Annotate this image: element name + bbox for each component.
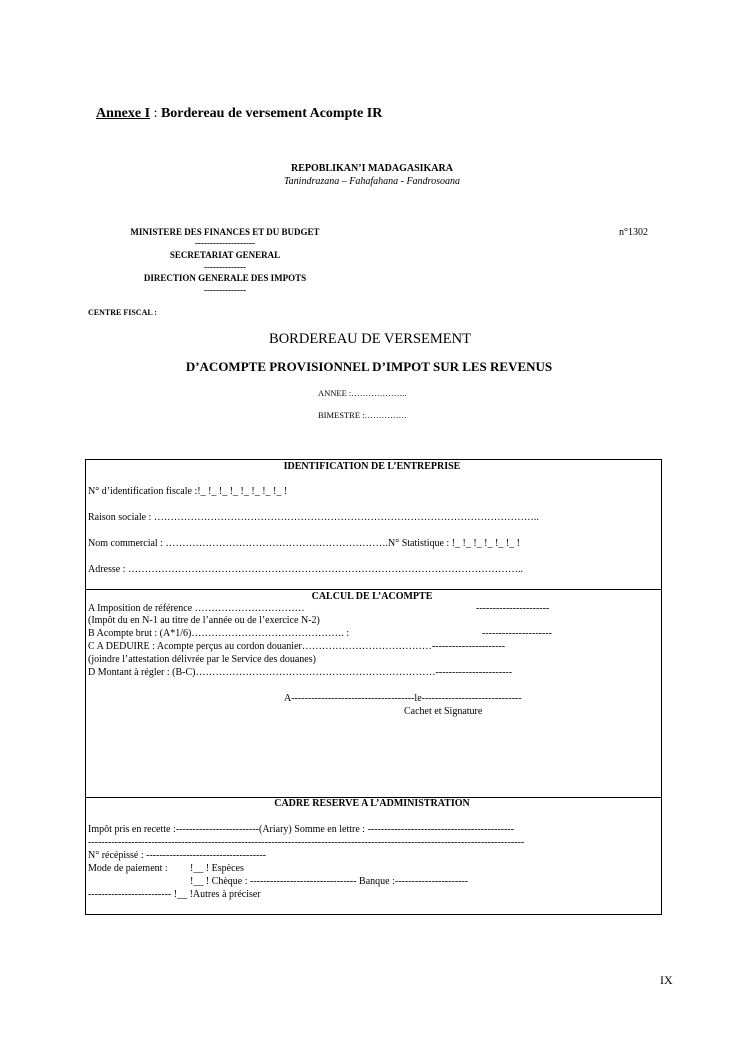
annee-field: ANNEE :………………..	[318, 388, 407, 398]
calcul-header: CALCUL DE L’ACOMPTE	[311, 591, 433, 602]
section-divider-1	[85, 589, 662, 590]
payment-cheque: !__ ! Chèque : -------------------------------- Banque :----------------------	[190, 876, 469, 887]
nom-commercial-field: Nom commercial : ………………………………………………………….N° Statistique : !_ !_ !_ !_ !_ !_ !	[88, 538, 521, 549]
payment-autres: ------------------------- !__ !Autres à préciser	[88, 889, 261, 900]
direction-separator: --------------	[204, 285, 246, 295]
ministry-separator: --------------------	[195, 238, 255, 248]
form-title: BORDEREAU DE VERSEMENT	[269, 331, 471, 347]
annex-heading	[96, 106, 382, 122]
annex-separator: :	[150, 106, 161, 121]
raison-sociale-field: Raison sociale : ……………………………………………………………………………………………………..	[88, 512, 539, 523]
cachet-signature: Cachet et Signature	[404, 706, 483, 717]
secretariat-general: SECRETARIAT GENERAL	[169, 250, 281, 260]
bimestre-field: BIMESTRE :……………	[318, 410, 408, 420]
annex-title: Bordereau de versement Acompte IR	[160, 106, 383, 121]
secretariat-separator: --------------	[204, 262, 246, 272]
admin-dash-line: -----------------------------------------------------------------------------------------------------------------------------------	[88, 837, 525, 848]
direction-generale: DIRECTION GENERALE DES IMPOTS	[143, 273, 307, 283]
payment-especes: !__ ! Espèces	[190, 863, 244, 874]
recepisse-field: N° récépissé : ------------------------------------	[88, 850, 267, 861]
calcul-line-a-blank: ----------------------	[476, 603, 550, 614]
place-date-line: A-------------------------------------le------------------------------	[284, 693, 522, 704]
identification-header: IDENTIFICATION DE L’ENTREPRISE	[283, 461, 461, 472]
ministry-name: MINISTERE DES FINANCES ET DU BUDGET	[130, 227, 320, 237]
calcul-line-c-note: (joindre l’attestation délivrée par le Service des douanes)	[88, 654, 316, 665]
form-subtitle: D’ACOMPTE PROVISIONNEL D’IMPOT SUR LES REVENUS	[185, 359, 553, 374]
annex-label: Annexe I	[96, 106, 151, 121]
republic-name: REPOBLIKAN’I MADAGASIKARA	[291, 163, 453, 174]
calcul-line-a: A Imposition de référence ……………………………	[88, 603, 305, 614]
mode-paiement-label: Mode de paiement :	[88, 863, 168, 874]
admin-header: CADRE RESERVE A L’ADMINISTRATION	[274, 798, 470, 809]
nif-field: N° d’identification fiscale :!_ !_ !_ !_ !_ !_ !_ !_ !	[88, 486, 288, 497]
republic-motto: Tanindrazana – Fahafahana - Fandrosoana	[284, 176, 460, 187]
centre-fiscal-label: CENTRE FISCAL :	[88, 308, 157, 317]
calcul-line-a-note: (Impôt du en N-1 au titre de l’année ou de l’exercice N-2)	[88, 615, 320, 626]
calcul-line-b: B Acompte brut : (A*1/6)………………………………………. :	[88, 628, 350, 639]
impot-recette-field: Impôt pris en recette :-------------------------(Ariary) Somme en lettre : --------------------------------------------	[88, 824, 515, 835]
adresse-field: Adresse : ………………………………………………………………………………………………………..	[88, 564, 523, 575]
form-number: n°1302	[619, 227, 648, 238]
page-number: IX	[660, 973, 673, 987]
calcul-line-c: C A DEDUIRE : Acompte perçus au cordon douanier…………………………………----------------------	[88, 641, 506, 652]
calcul-line-d: D Montant à régler : (B-C)………………………………………………………………-----------------------	[88, 667, 513, 678]
calcul-line-b-blank: ---------------------	[482, 628, 552, 639]
